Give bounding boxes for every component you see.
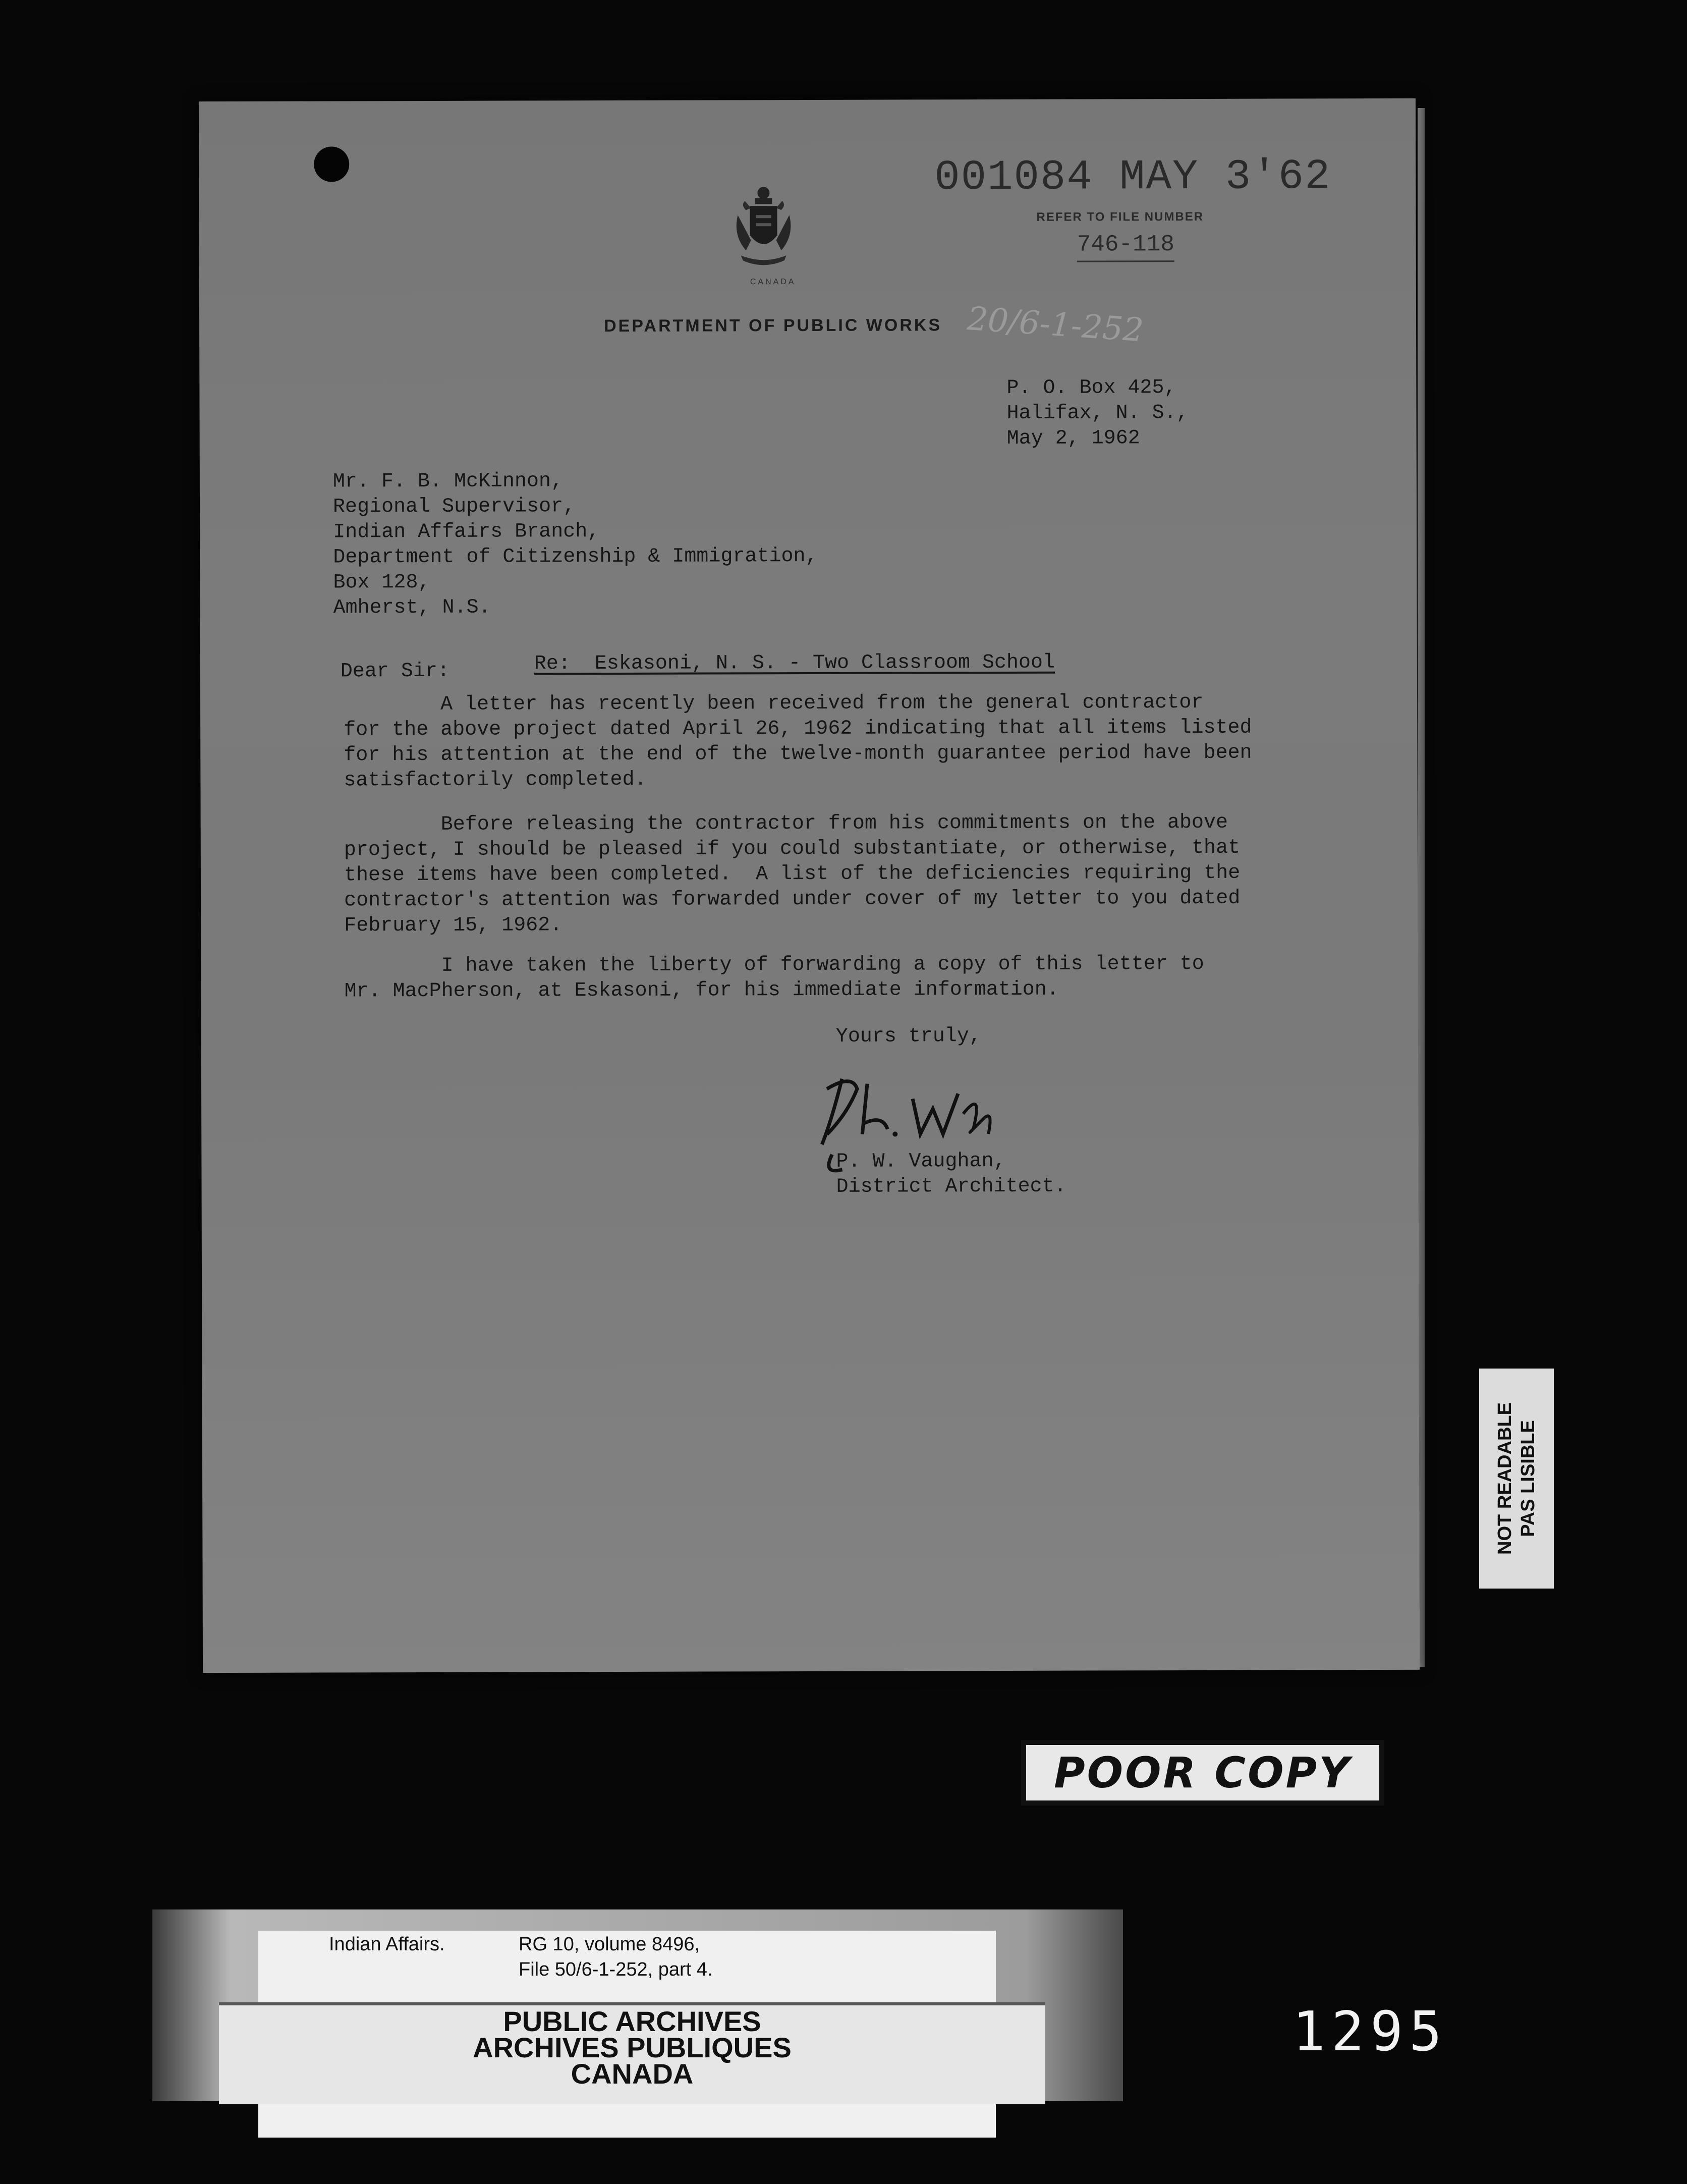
coat-of-arms-icon (730, 185, 796, 270)
poor-copy-label: POOR COPY (1021, 1740, 1384, 1806)
letter-page (199, 98, 1420, 1673)
file-number: 746-118 (1077, 231, 1174, 262)
recipient-address: Mr. F. B. McKinnon, Regional Supervisor, Indian Affairs Branch, Department of Citizenship & Immigration, Box 128, Amherst, N.S. (332, 470, 818, 620)
closing: Yours truly, (835, 1025, 981, 1048)
archive-agency: Indian Affairs. (329, 1934, 445, 1955)
archive-title: PUBLIC ARCHIVES ARCHIVES PUBLIQUES CANADA (473, 2005, 792, 2090)
return-address: P. O. Box 425, Halifax, N. S., May 2, 1962 (1006, 376, 1189, 450)
refer-to-file-label: REFER TO FILE NUMBER (1036, 209, 1204, 224)
subject-line: Re: Eskasoni, N. S. - Two Classroom School (534, 651, 1055, 676)
body-paragraph: A letter has recently been received from the general contractor for the above project dated April 26, 1962 indicating that all items listed for his attention at the end of the twelve-month guarantee period have been satisfactorily completed. (344, 691, 1252, 792)
received-stamp: 001084 MAY 3'62 (934, 153, 1331, 202)
microfilm-frame-number: 1295 (1292, 2000, 1448, 2063)
not-readable-text: NOT READABLE PAS LISIBLE (1494, 1402, 1539, 1555)
body-paragraph: I have taken the liberty of forwarding a copy of this letter to Mr. MacPherson, at Eskasoni, for his immediate information. (344, 952, 1204, 1003)
punch-hole (314, 146, 349, 182)
handwritten-file-notation: 20/6-1-252 (966, 300, 1145, 350)
salutation: Dear Sir: (340, 660, 449, 683)
crest-caption: CANADA (750, 278, 796, 287)
body-paragraph: Before releasing the contractor from his commitments on the above project, I should be pleased if you could substantiate, or otherwise, that these items have been completed. A list of the deficiencies requiring the contractor's attention was forwarded under cover of my letter to you dated February 15, 1962. (344, 811, 1241, 938)
letterhead-department: DEPARTMENT OF PUBLIC WORKS (604, 315, 942, 336)
signer-block: P. W. Vaughan, District Architect. (836, 1150, 1066, 1198)
not-readable-label (1479, 1369, 1554, 1589)
archive-record-reference: RG 10, volume 8496, File 50/6-1-252, part 4. (519, 1934, 713, 1980)
